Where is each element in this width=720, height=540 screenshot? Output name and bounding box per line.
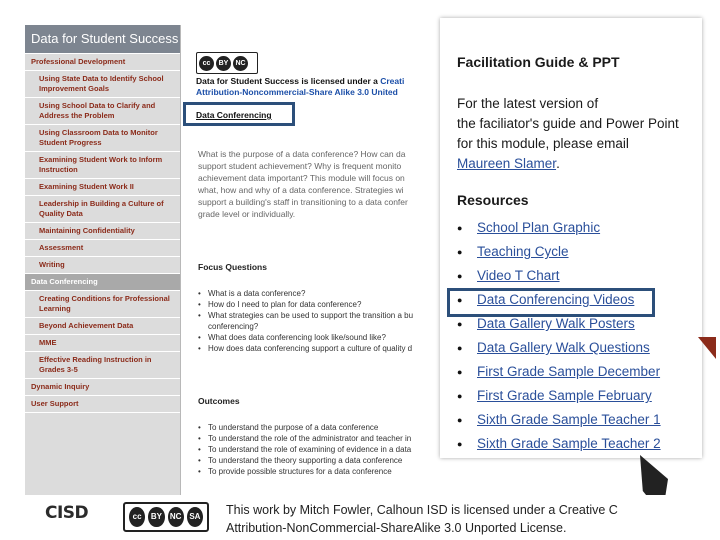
list-item: conferencing? bbox=[208, 322, 259, 331]
resource-link[interactable]: Sixth Grade Sample Teacher 1 bbox=[477, 412, 661, 427]
sidebar-item[interactable]: Creating Conditions for Professional Learning bbox=[25, 291, 180, 318]
sidebar-item[interactable]: Effective Reading Instruction in Grades 3-5 bbox=[25, 352, 180, 379]
sidebar-item[interactable]: Beyond Achievement Data bbox=[25, 318, 180, 335]
sidebar-item[interactable]: Maintaining Confidentiality bbox=[25, 223, 180, 240]
sidebar-item[interactable]: MME bbox=[25, 335, 180, 352]
intro-line: What is the purpose of a data conference? How can da bbox=[198, 149, 406, 159]
list-item: • What is a data conference? bbox=[198, 288, 448, 299]
cc-icon: cc bbox=[129, 507, 145, 527]
sidebar-item[interactable]: Professional Development bbox=[25, 54, 180, 71]
content-page bbox=[184, 22, 446, 492]
cisd-logo: CISD bbox=[45, 503, 89, 523]
facilitation-text bbox=[457, 94, 679, 174]
resource-link[interactable]: First Grade Sample December bbox=[477, 364, 661, 379]
cc-icon: cc bbox=[199, 56, 214, 71]
sidebar-item[interactable]: Leadership in Building a Culture of Quality Data bbox=[25, 196, 180, 223]
sidebar-item[interactable]: Writing bbox=[25, 257, 180, 274]
sidebar-item[interactable]: Using State Data to Identify School Improvement Goals bbox=[25, 71, 180, 98]
guide-line bbox=[457, 154, 679, 174]
list-item bbox=[457, 411, 661, 435]
list-item: • To understand the theory supporting a data conference bbox=[198, 455, 448, 466]
decorative-red-triangle bbox=[698, 337, 716, 359]
sa-icon: SA bbox=[187, 507, 203, 527]
by-icon: BY bbox=[148, 507, 164, 527]
list-item: • What strategies can be used to support the transition a bu bbox=[198, 310, 448, 321]
list-item bbox=[457, 363, 661, 387]
outcomes-heading: Outcomes bbox=[198, 396, 240, 406]
intro-line: support a building's staff in transitioning to a data confer bbox=[198, 197, 408, 207]
guide-link-suffix: . bbox=[556, 156, 560, 171]
sidebar-title: Data for Student Success bbox=[25, 25, 180, 54]
resource-link[interactable]: Sixth Grade Sample Teacher 2 bbox=[477, 436, 661, 451]
guide-line: for this module, please email bbox=[457, 136, 629, 151]
list-item bbox=[457, 243, 661, 267]
cc-license-badge[interactable] bbox=[196, 52, 258, 74]
highlight-box-videos bbox=[447, 288, 655, 317]
intro-paragraph bbox=[198, 148, 448, 220]
license-text bbox=[196, 76, 456, 98]
intro-line: achievement data important? This module will focus on bbox=[198, 173, 405, 183]
list-item: • What does data conferencing look like/sound like? bbox=[198, 332, 448, 343]
focus-questions-heading: Focus Questions bbox=[198, 262, 267, 272]
footer-license-text bbox=[226, 501, 618, 537]
resource-link[interactable]: Data Gallery Walk Posters bbox=[477, 316, 635, 331]
footer-cc-badge[interactable] bbox=[123, 502, 209, 532]
resource-link[interactable]: School Plan Graphic bbox=[477, 220, 601, 235]
by-icon: BY bbox=[216, 56, 231, 71]
sidebar-item[interactable]: Data Conferencing bbox=[25, 274, 180, 291]
outcomes-list bbox=[198, 422, 448, 477]
focus-questions-list bbox=[198, 288, 448, 354]
email-link[interactable]: Maureen Slamer bbox=[457, 156, 557, 171]
page-title: Data Conferencing bbox=[196, 110, 272, 120]
sidebar-item[interactable]: Examining Student Work II bbox=[25, 179, 180, 196]
nc-icon: NC bbox=[168, 507, 184, 527]
intro-line: support student achievement? Why is frequent monito bbox=[198, 161, 402, 171]
intro-line: what, how and why of a data conference. Strategies wi bbox=[198, 185, 404, 195]
list-item bbox=[457, 315, 661, 339]
resource-link[interactable]: Video T Chart bbox=[477, 268, 560, 283]
resources-list bbox=[457, 219, 661, 459]
license-link-2[interactable]: Attribution-Noncommercial-Share Alike 3.0 United bbox=[196, 87, 398, 97]
intro-line: grade level or individually. bbox=[198, 209, 296, 219]
list-item bbox=[457, 339, 661, 363]
list-item: • To understand the role of the administrator and teacher in bbox=[198, 433, 448, 444]
resource-link[interactable]: First Grade Sample February bbox=[477, 388, 652, 403]
sidebar-item[interactable]: Using Classroom Data to Monitor Student Progress bbox=[25, 125, 180, 152]
sidebar-nav bbox=[25, 25, 181, 495]
resource-link[interactable]: Teaching Cycle bbox=[477, 244, 569, 259]
sidebar-item[interactable]: Dynamic Inquiry bbox=[25, 379, 180, 396]
list-item: • To understand the purpose of a data conference bbox=[198, 422, 448, 433]
nc-icon: NC bbox=[233, 56, 248, 71]
list-item bbox=[457, 387, 661, 411]
footer-license-line: Attribution-NonCommercial-ShareAlike 3.0 Unported License. bbox=[226, 521, 567, 535]
license-prefix: Data for Student Success is licensed under a bbox=[196, 76, 381, 86]
list-item: • How do I need to plan for data conference? bbox=[198, 299, 448, 310]
list-item bbox=[457, 219, 661, 243]
resources-title: Resources bbox=[457, 192, 529, 208]
sidebar-item[interactable]: Using School Data to Clarify and Address the Problem bbox=[25, 98, 180, 125]
guide-line: For the latest version of bbox=[457, 96, 599, 111]
resource-link[interactable]: Data Gallery Walk Questions bbox=[477, 340, 650, 355]
list-item: • To provide possible structures for a data conference bbox=[198, 466, 448, 477]
facilitation-title: Facilitation Guide & PPT bbox=[457, 54, 620, 70]
sidebar-item[interactable]: User Support bbox=[25, 396, 180, 413]
list-item bbox=[457, 435, 661, 459]
sidebar-item[interactable]: Assessment bbox=[25, 240, 180, 257]
highlight-box-heading bbox=[183, 102, 295, 126]
resource-link[interactable]: Data Conferencing Videos bbox=[477, 292, 635, 307]
facilitation-panel bbox=[440, 18, 702, 458]
sidebar-item[interactable]: Examining Student Work to Inform Instruction bbox=[25, 152, 180, 179]
license-link[interactable]: Creati bbox=[380, 76, 405, 86]
footer bbox=[0, 495, 720, 540]
sidebar-items bbox=[25, 54, 180, 413]
guide-line: the faciliator's guide and Power Point bbox=[457, 116, 679, 131]
footer-license-line: This work by Mitch Fowler, Calhoun ISD is licensed under a Creative C bbox=[226, 503, 618, 517]
list-item: • How does data conferencing support a culture of quality d bbox=[198, 343, 448, 354]
list-item: • To understand the role of examining of evidence in a data bbox=[198, 444, 448, 455]
